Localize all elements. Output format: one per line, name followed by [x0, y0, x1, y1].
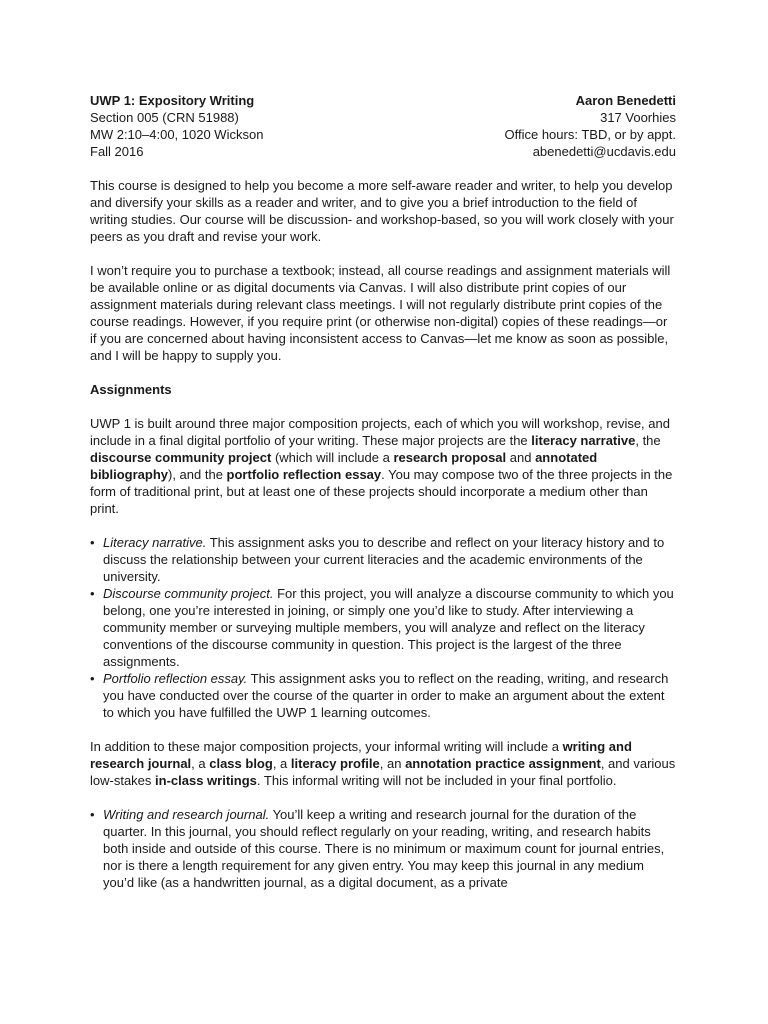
- course-section: Section 005 (CRN 51988): [90, 110, 239, 125]
- term-literacy-narrative: literacy narrative: [531, 433, 636, 448]
- bullet-icon: •: [90, 535, 95, 550]
- bullet-icon: •: [90, 586, 95, 601]
- text-run: In addition to these major composition projects, your informal writing will include a: [90, 739, 563, 754]
- course-title: UWP 1: Expository Writing: [90, 93, 255, 108]
- major-projects-paragraph: [90, 415, 676, 517]
- list-item-text: You’ll keep a writing and research journal for the duration of the quarter. In this journal, you should reflect regularly on your reading, writing, and research habits both inside and outside of this course. There is no minimum or maximum count for journal entries, nor is there a length requirement for any given entry. You may keep this journal in any medium you’d like (as a handwritten journal, as a digital document, as a private: [103, 807, 665, 890]
- term-in-class-writings: in-class writings: [155, 773, 257, 788]
- text-run: , a: [191, 756, 210, 771]
- readings-paragraph: I won’t require you to purchase a textbook; instead, all course readings and assignment materials will be available online or as digital documents via Canvas. I will also distribute print copies of our assignment materials during relevant class meetings. I will not regularly distribute print copies of the course readings. However, if you require print (or otherwise non-digital) copies of these readings—or if you are concerned about having inconsistent access to Canvas—let me know as soon as possible, and I will be happy to supply you.: [90, 263, 671, 363]
- list-item: [90, 534, 676, 585]
- instructor-email[interactable]: abenedetti@ucdavis.edu: [532, 144, 676, 159]
- intro-paragraph: This course is designed to help you become a more self-aware reader and writer, to help you develop and diversify your skills as a reader and writer, and to give you a brief introduction to the field of writing studies. Our course will be discussion- and workshop-based, so you will work closely with your peers as you draft and revise your work.: [90, 178, 674, 244]
- list-item: [90, 806, 676, 891]
- text-run: , and various low-stakes: [90, 756, 676, 788]
- text-run: UWP 1 is built around three major composition projects, each of which you will workshop, revise, and include in a final digital portfolio of your writing. These major projects are the: [90, 416, 670, 448]
- course-info: [90, 92, 263, 160]
- list-item-title: Writing and research journal.: [103, 807, 270, 822]
- bullet-icon: •: [90, 671, 95, 686]
- text-run: and: [506, 450, 536, 465]
- list-item-text: This assignment asks you to reflect on the reading, writing, and research you have conducted over the course of the quarter in order to make an argument about the extent to which you have fulfilled the UWP 1 learning outcomes.: [103, 671, 669, 720]
- list-item-text: For this project, you will analyze a discourse community to which you belong, one you’re interested in joining, or simply one you’d like to study. After interviewing a community member or surveying multiple members, you will analyze and reflect on the literacy conventions of the discourse community in question. This project is the largest of the three assignments.: [103, 586, 674, 669]
- instructor-office: 317 Voorhies: [600, 110, 676, 125]
- text-run: . This informal writing will not be included in your final portfolio.: [256, 773, 617, 788]
- instructor-office-hours: Office hours: TBD, or by appt.: [504, 127, 676, 142]
- major-projects-list: [90, 534, 676, 721]
- text-run: ), and the: [168, 467, 227, 482]
- list-item-title: Portfolio reflection essay.: [103, 671, 248, 686]
- list-item-title: Literacy narrative.: [103, 535, 207, 550]
- term-annotation-practice-assignment: annotation practice assignment: [405, 756, 601, 771]
- assignments-heading: Assignments: [90, 382, 172, 397]
- course-term: Fall 2016: [90, 144, 144, 159]
- text-run: (which will include a: [271, 450, 394, 465]
- list-item-title: Discourse community project.: [103, 586, 274, 601]
- bullet-icon: •: [90, 807, 95, 822]
- term-portfolio-reflection-essay: portfolio reflection essay: [226, 467, 382, 482]
- term-discourse-community-project: discourse community project: [90, 450, 272, 465]
- instructor-name: Aaron Benedetti: [575, 93, 676, 108]
- list-item: [90, 670, 676, 721]
- informal-writing-paragraph: [90, 738, 676, 789]
- term-research-proposal: research proposal: [393, 450, 507, 465]
- instructor-info: [505, 92, 677, 160]
- text-run: . You may compose two of the three projects in the form of traditional print, but at least one of these projects should incorporate a medium other than print.: [90, 467, 673, 516]
- term-class-blog: class blog: [209, 756, 273, 771]
- text-run: , the: [635, 433, 661, 448]
- term-literacy-profile: literacy profile: [290, 756, 380, 771]
- text-run: , an: [379, 756, 406, 771]
- text-run: , a: [272, 756, 291, 771]
- term-annotated-bibliography: annotated bibliography: [90, 450, 598, 482]
- list-item-text: This assignment asks you to describe and reflect on your literacy history and to discuss the relationship between your current literacies and the academic environments of the university.: [103, 535, 665, 584]
- list-item: [90, 585, 676, 670]
- informal-writing-list: [90, 806, 676, 891]
- term-writing-research-journal: writing and research journal: [90, 739, 632, 771]
- syllabus-header: [90, 92, 676, 160]
- course-schedule: MW 2:10–4:00, 1020 Wickson: [90, 127, 264, 142]
